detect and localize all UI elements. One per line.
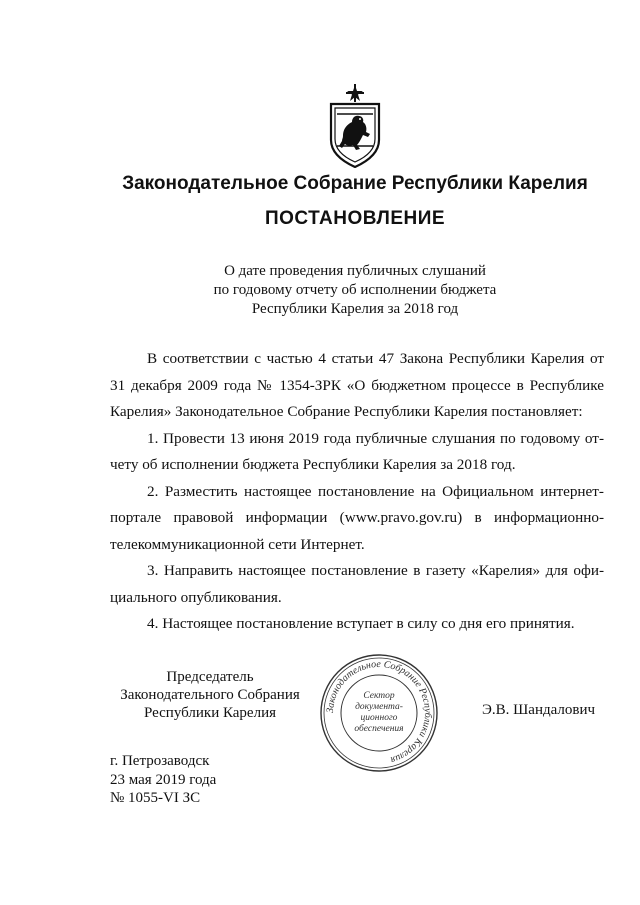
signatory-title-line: Законодательного Собрания [120,687,300,703]
stamp-center-line: документа- [355,702,403,712]
body-line: В соответствии с частью 4 статьи 47 Закона Республики Карелия от [147,350,604,367]
document-type-heading: ПОСТАНОВЛЕНИЕ [264,208,446,229]
karelia-coat-of-arms-icon [326,84,384,168]
organization-name: Законодательное Собрание Республики Карелия [122,173,588,194]
subject-line: по годовому отчету об исполнении бюджета [213,282,497,298]
issue-date: 23 мая 2019 года [110,771,217,788]
signatory-title-line: Председатель [166,669,254,685]
resolution-body [110,346,604,638]
signatory-title [100,668,320,722]
signatory-name: Э.В. Шандалович [482,702,596,718]
stamp-center-line: Сектор [363,691,395,701]
document-subject [0,262,640,319]
place-of-issue: г. Петрозаводск [110,753,210,769]
stamp-center-line: обеспечения [354,724,404,734]
official-stamp [318,652,440,774]
document-number: № 1055-VI ЗС [110,790,201,806]
body-line: циального опубликования. [110,588,282,606]
body-line: 3. Направить настоящее постановление в газету «Карелия» для офи- [147,562,604,579]
body-line: 1. Провести 13 июня 2019 года публичные слушания по годовому от- [147,429,604,447]
signatory-title-line: Республики Карелия [143,705,277,721]
body-line: 4. Настоящее постановление вступает в силу со дня его принятия. [147,615,575,632]
body-line: 31 декабря 2009 года № 1354-ЗРК «О бюджетном процессе в Республике [110,376,604,394]
stamp-ring-text: Законодательное Собрание Республики Карелия [324,658,434,766]
subject-line: О дате проведения публичных слушаний [224,263,486,279]
body-line: Карелия» Законодательное Собрание Республики Карелия постановляет: [110,403,583,420]
stamp-center-line: ционного [360,713,398,723]
body-line: портале правовой информации (www.pravo.gov.ru) в информационно- [110,509,604,526]
document-footer [110,752,216,808]
body-line: телекоммуникационной сети Интернет. [110,535,365,553]
body-line: чету об исполнении бюджета Республики Карелия за 2018 год. [110,456,516,473]
subject-line: Республики Карелия за 2018 год [251,301,459,317]
body-line: 2. Разместить настоящее постановление на Официальном интернет- [147,482,604,500]
